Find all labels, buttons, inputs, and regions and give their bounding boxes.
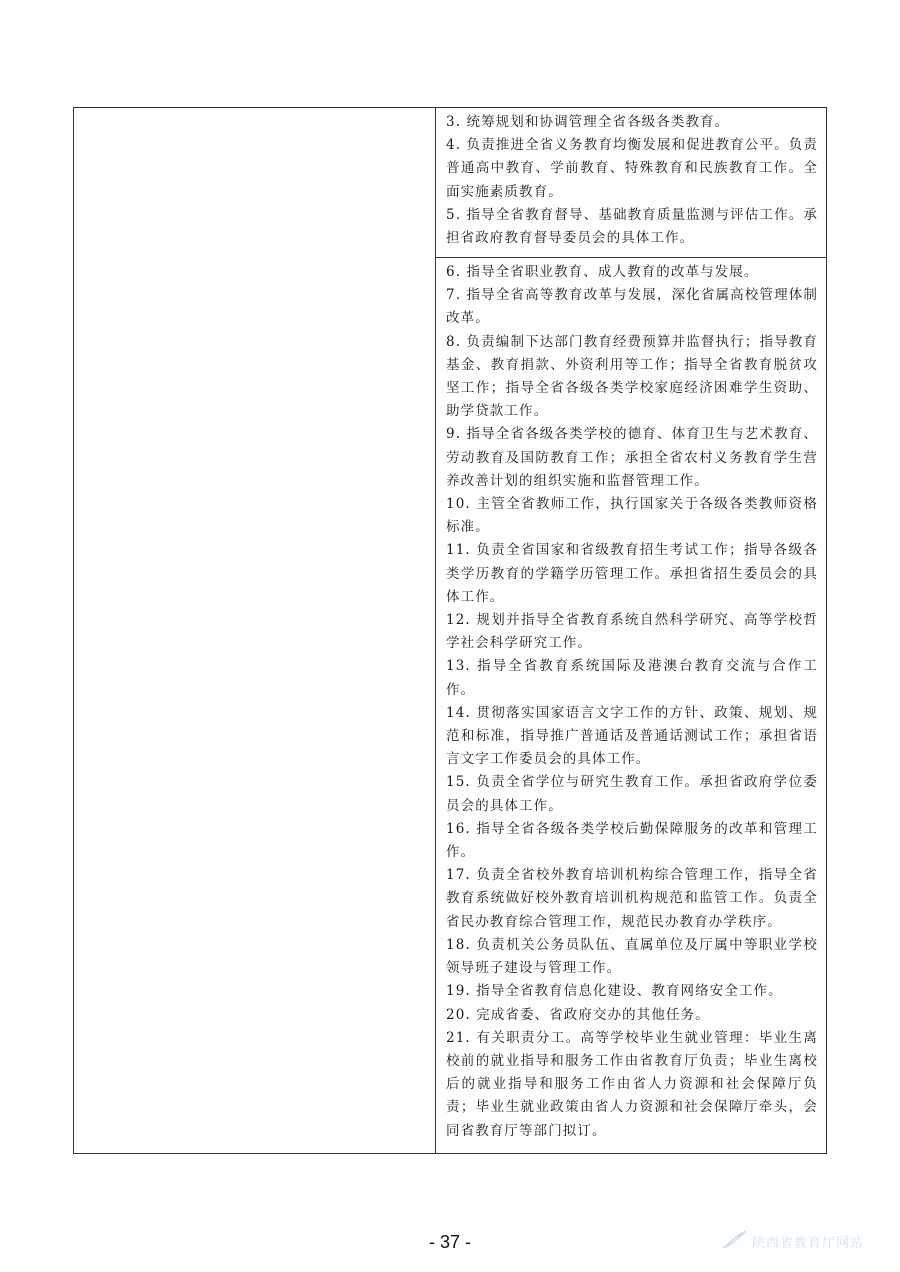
duties-table [73,107,827,1154]
duty-item: 16. 指导全省各级各类学校后勤保障服务的改革和管理工作。 [446,820,818,861]
duty-item: 18. 负责机关公务员队伍、直属单位及厅属中等职业学校领导班子建设与管理工作。 [446,936,818,977]
duties-block-lower [436,258,826,1153]
watermark-text: 陕西省教育厅网站 [752,1235,865,1251]
duty-item: 6. 指导全省职业教育、成人教育的改革与发展。 [446,264,759,280]
duty-item: 12. 规划并指导全省教育系统自然科学研究、高等学校哲学社会科学研究工作。 [446,612,818,652]
duty-item: 17. 负责全省校外教育培训机构综合管理工作，指导全省教育系统做好校外教育培训机构规范和监管工作。负责全省民办教育综合管理工作，规范民办教育办学秩序。 [446,867,818,930]
duty-item: 3. 统筹规划和协调管理全省各级各类教育。 [446,114,730,130]
duty-item: 10. 主管全省教师工作，执行国家关于各级各类教师资格标准。 [446,496,818,536]
duty-item: 13. 指导全省教育系统国际及港澳台教育交流与合作工作。 [446,658,818,698]
duties-block-upper [436,108,826,258]
duty-item: 11. 负责全省国家和省级教育招生考试工作；指导各级各类学历教育的学籍学历管理工作。承担省招生委员会的具体工作。 [446,542,818,605]
duty-item: 21. 有关职责分工。高等学校毕业生就业管理：毕业生离校前的就业指导和服务工作由省教育厅负责；毕业生离校后的就业指导和服务工作由省人力资源和社会保障厅负责；毕业生就业政策由省人力资源和社会保障厅牵头，会同省教育厅等部门拟订。 [446,1029,818,1139]
duty-item: 15. 负责全省学位与研究生教育工作。承担省政府学位委员会的具体工作。 [446,774,818,814]
duty-item: 8. 负责编制下达部门教育经费预算并监督执行；指导教育基金、教育捐款、外资利用等工作；指导全省教育脱贫攻坚工作；指导全省各级各类学校家庭经济困难学生资助、助学贷款工作。 [446,333,818,420]
table-left-column [74,108,436,1153]
duty-item: 4. 负责推进全省义务教育均衡发展和促进教育公平。负责普通高中教育、学前教育、特殊教育和民族教育工作。全面实施素质教育。 [446,137,818,200]
duty-item: 7. 指导全省高等教育改革与发展，深化省属高校管理体制改革。 [446,287,818,327]
duty-item: 14. 贯彻落实国家语言文字工作的方针、政策、规划、规范和标准，指导推广普通话及普通话测试工作；承担省语言文字工作委员会的具体工作。 [446,704,818,768]
duty-item: 19. 指导全省教育信息化建设、教育网络安全工作。 [446,983,783,1000]
duty-item: 5. 指导全省教育督导、基础教育质量监测与评估工作。承担省政府教育督导委员会的具体工作。 [446,206,818,247]
duty-item: 9. 指导全省各级各类学校的德育、体育卫生与艺术教育、劳动教育及国防教育工作；承担全省农村义务教育学生营养改善计划的组织实施和监督管理工作。 [446,426,818,489]
table-right-column [436,108,826,1153]
duty-item: 20. 完成省委、省政府交办的其他任务。 [446,1006,710,1023]
site-watermark [722,1228,892,1254]
page-number: - 37 - [428,1232,471,1252]
feather-logo-icon [722,1229,748,1253]
